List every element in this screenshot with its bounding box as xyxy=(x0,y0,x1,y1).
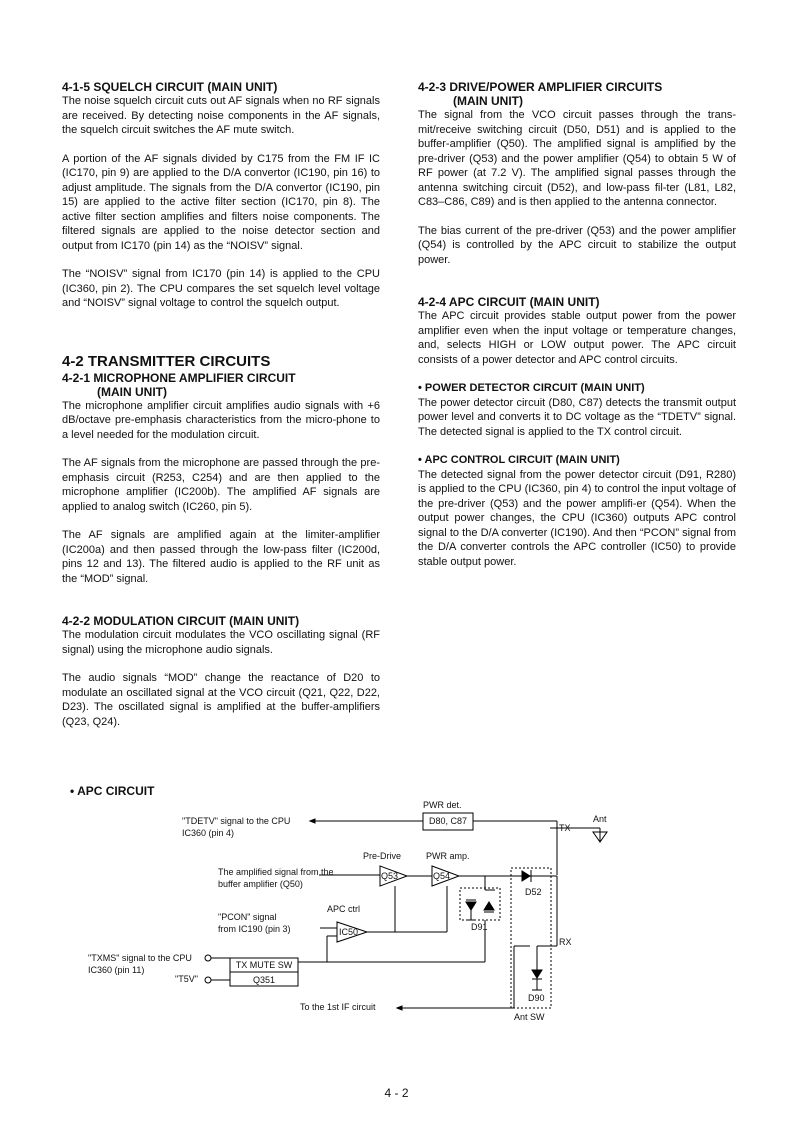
drive-power-heading xyxy=(418,80,736,108)
q351-label: Q351 xyxy=(252,975,276,985)
apc-section xyxy=(418,295,736,569)
d91-diode-1 xyxy=(466,902,476,910)
amp-input-label-line2: buffer amplifier (Q50) xyxy=(218,879,303,889)
txms-label-line1: "TXMS" signal to the CPU xyxy=(88,953,192,963)
rx-label: RX xyxy=(559,937,572,947)
squelch-paragraph-3: The “NOISV” signal from IC170 (pin 14) is applied to the CPU (IC360, pin 2). The CPU compares the set squelch level voltage and “NOISV” signal voltage to control the squelch output. xyxy=(62,268,380,309)
power-detector-heading: • POWER DETECTOR CIRCUIT (MAIN UNIT) xyxy=(418,382,645,394)
tdetv-label-line1: "TDETV" signal to the CPU xyxy=(182,816,291,826)
d90-label: D90 xyxy=(528,993,545,1003)
pcon-label-line2: from IC190 (pin 3) xyxy=(218,924,291,934)
apc-heading: 4-2-4 APC CIRCUIT (MAIN UNIT) xyxy=(418,295,600,309)
apc-control-paragraph: The detected signal from the power detector circuit (D91, R280) is applied to the CPU (IC360, pin 4) to control the input voltage of the pre-driver (Q53) and the power amplifi-er (Q54). When the output power changes, the CPU (IC360) outputs APC control signal to the D/A converter (IC190). And then “PCON” signal from the D/A converter controls the APC controller (IC50) to provide stable output power. xyxy=(418,468,736,568)
d91-detector xyxy=(460,888,500,920)
squelch-paragraph-1: The noise squelch circuit cuts out AF signals when no RF signals are received. By detecting noise components in the AF signals, the squelch circuit switches the AF mute switch. xyxy=(62,95,380,136)
t5v-label: "T5V" xyxy=(175,974,198,984)
transmitter-heading: 4-2 TRANSMITTER CIRCUITS xyxy=(62,352,271,370)
apc-ctrl-label: APC ctrl xyxy=(327,904,361,914)
drive-power-paragraph-2: The bias current of the pre-driver (Q53) and the power amplifier (Q54) is controlled by the APC circuit to stabilize the output power. xyxy=(418,224,736,266)
squelch-heading: 4-1-5 SQUELCH CIRCUIT (MAIN UNIT) xyxy=(62,80,278,94)
pre-drive-label: Pre-Drive xyxy=(363,851,402,861)
pwr-det-label: PWR det. xyxy=(423,800,462,810)
mic-amp-heading-line1: 4-2-1 MICROPHONE AMPLIFIER CIRCUIT xyxy=(62,370,296,385)
pcon-label-line1: "PCON" signal xyxy=(218,912,277,922)
ant-sw-label: Ant SW xyxy=(514,1012,545,1022)
d90-diode xyxy=(532,970,542,978)
drive-power-heading-line1: 4-2-3 DRIVE/POWER AMPLIFIER CIRCUITS xyxy=(418,80,663,94)
mic-amp-heading-line2: (MAIN UNIT) xyxy=(97,384,167,399)
ant-label: Ant xyxy=(593,814,607,824)
modulation-heading: 4-2-2 MODULATION CIRCUIT (MAIN UNIT) xyxy=(62,614,300,628)
squelch-paragraph-2: A portion of the AF signals divided by C175 from the FM IF IC (IC170, pin 9) are applied to the D/A convertor (IC190, pin 16) to adjust amplitude. The signals from the D/A convertor (IC190, pin 15) are applied to the active filter section (IC170, pin 8). The active filter section amplifies and filters noise components. The filtered signals are applied to the noise detector section and output from IC170 (pin 14) as the “NOISV” signal. xyxy=(62,152,380,252)
apc-circuit-diagram xyxy=(62,780,742,1030)
q53-label: Q53 xyxy=(381,871,399,881)
ic50-label: IC50 xyxy=(339,927,359,937)
amp-input-label-line1: The amplified signal from the xyxy=(218,867,334,877)
drive-power-heading-line2: (MAIN UNIT) xyxy=(453,94,523,108)
d52-diode xyxy=(522,871,530,881)
mic-amp-paragraph-2: The AF signals from the microphone are passed through the pre-emphasis circuit (R253, C254) and are then applied to the microphone amplifier (IC200b). The amplified AF signals are applied to analog switch (IC260, pin 5). xyxy=(62,457,380,513)
tdetv-label-line2: IC360 (pin 4) xyxy=(182,828,235,838)
to-1st-if-label: To the 1st IF circuit xyxy=(300,1002,376,1012)
d52-label: D52 xyxy=(525,887,542,897)
modulation-paragraph-1: The modulation circuit modulates the VCO oscillating signal (RF signal) using the microphone audio signals. xyxy=(62,629,380,656)
t5v-terminal xyxy=(205,977,211,983)
d91-diode-2 xyxy=(484,902,494,910)
diagram-title: • APC CIRCUIT xyxy=(70,784,155,798)
txms-terminal xyxy=(205,955,211,961)
mic-amp-paragraph-3: The AF signals are amplified again at the limiter-amplifier (IC200a) and then passed through the low-pass filter (IC200d, pins 12 and 13). The filtered audio is applied to the RF unit as the “MOD” signal. xyxy=(62,529,380,585)
drive-power-paragraph-1: The signal from the VCO circuit passes through the trans-mit/receive switching circuit (D50, D51) and is applied to the buffer-amplifier (Q50). The amplified signal is amplified by the pre-driver (Q53) and the power amplifier (Q54) to obtain 5 W of RF power (at 7.2 V). The amplified signal passes through the antenna switching circuit (D52), and low-pass fil-ter (L81, L82, C83–C86, C89) and is then applied to the antenna connector. xyxy=(418,109,736,208)
d80-c87-label: D80, C87 xyxy=(428,816,468,826)
tdetv-arrowhead xyxy=(310,819,315,823)
tx-mute-sw-label: TX MUTE SW xyxy=(235,960,293,970)
apc-control-heading: • APC CONTROL CIRCUIT (MAIN UNIT) xyxy=(418,454,620,466)
left-column xyxy=(62,80,380,729)
drive-power-section xyxy=(418,80,736,267)
txms-label-line2: IC360 (pin 11) xyxy=(88,965,145,975)
mic-amp-section xyxy=(62,371,380,587)
right-column xyxy=(418,80,736,569)
mic-amp-paragraph-1: The microphone amplifier circuit amplifies audio signals with +6 dB/octave pre-emphasis characteristics from the micro-phone to a level needed for the modulation circuit. xyxy=(62,399,380,441)
q54-label: Q54 xyxy=(433,871,451,881)
modulation-section xyxy=(62,614,380,729)
power-detector-paragraph: The power detector circuit (D80, C87) detects the transmit output power level and converts it to DC voltage as the “TDETV” signal. The detected signal is applied to the TX control circuit. xyxy=(418,396,736,438)
apc-circuit-schematic xyxy=(62,780,742,1030)
squelch-section xyxy=(62,80,380,311)
d91-label: D91 xyxy=(471,922,488,932)
page-number: 4 - 2 xyxy=(384,1086,409,1100)
mic-amp-heading xyxy=(62,371,380,399)
apc-paragraph-1: The APC circuit provides stable output power from the power amplifier even when the input voltage or temperature changes, and, selects HIGH or LOW output power. The APC circuit consists of a power detector and APC control circuits. xyxy=(418,310,736,366)
tx-label: TX xyxy=(559,823,571,833)
modulation-paragraph-2: The audio signals “MOD” change the reactance of D20 to modulate an oscillated signal at the VCO circuit (Q21, Q22, D22, D23). The oscillated signal is amplified at the buffer-amplifiers (Q23, Q24). xyxy=(62,672,380,728)
pwr-amp-label: PWR amp. xyxy=(426,851,470,861)
